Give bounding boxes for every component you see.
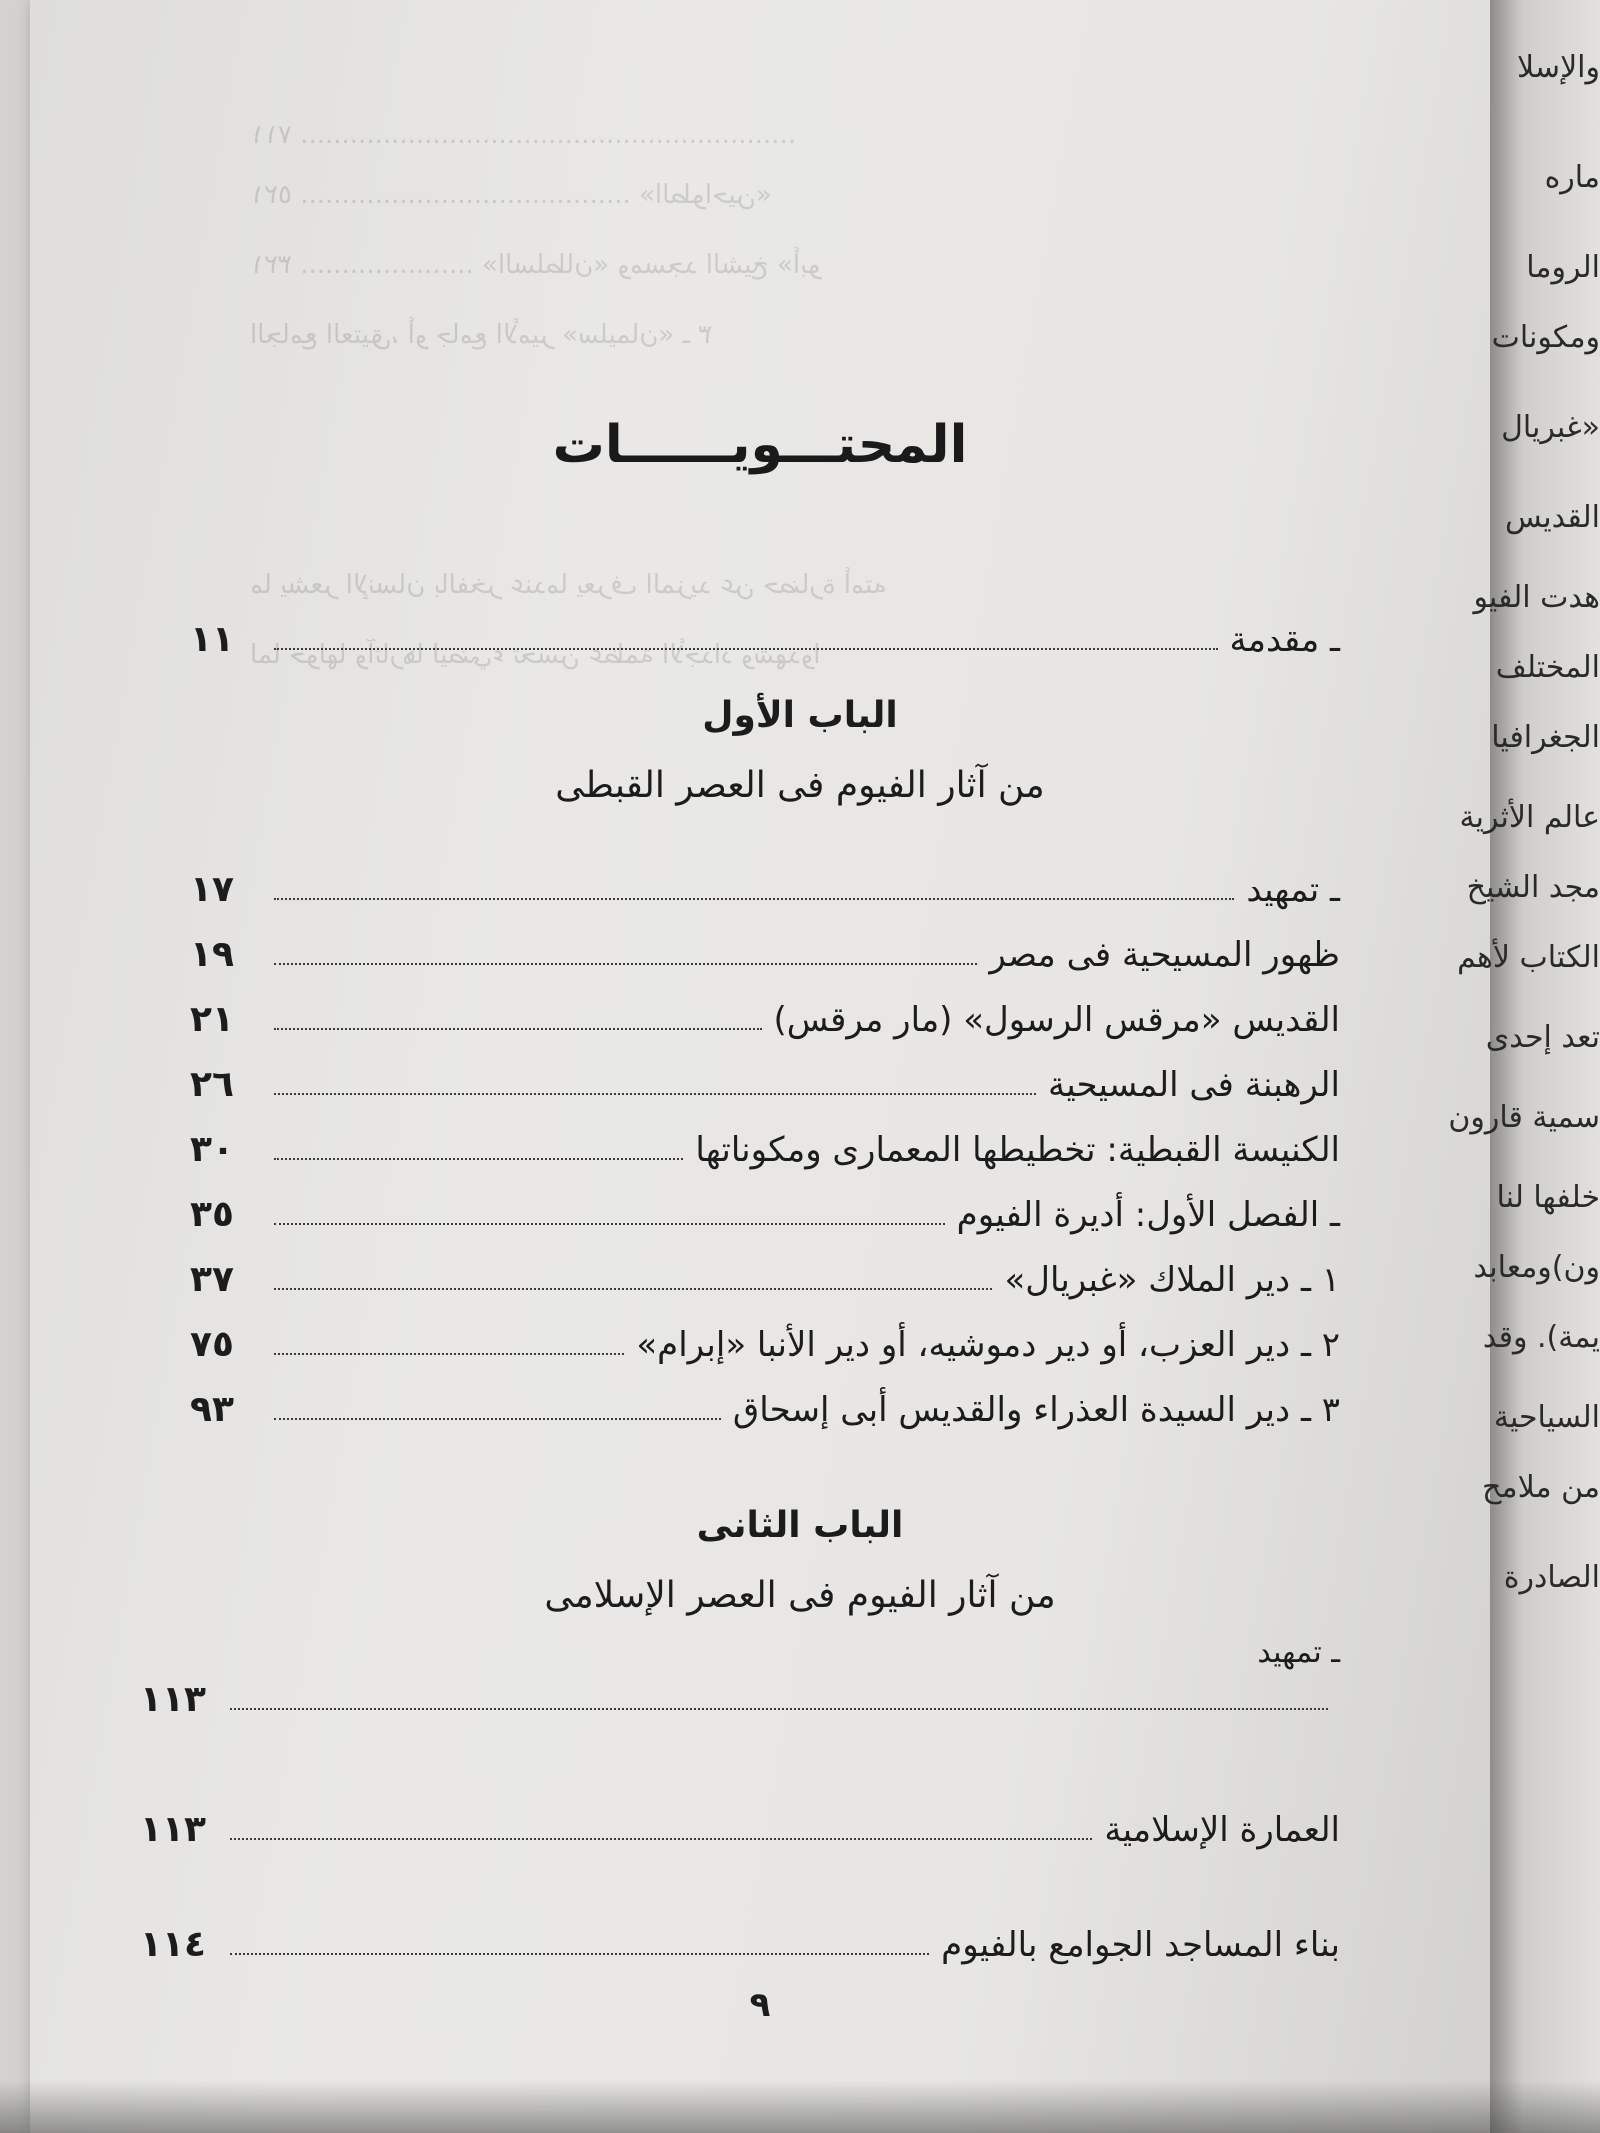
toc-entry[interactable] [190, 1370, 1340, 1430]
toc-entry-label: بناء المساجد الجوامع بالفيوم [941, 1925, 1340, 1965]
facing-page-text: الروما [1526, 250, 1600, 285]
leader-dots [230, 1952, 929, 1955]
facing-page-text: عالم الأثرية [1459, 800, 1600, 835]
toc-entry[interactable] [190, 1110, 1340, 1170]
toc-page-number: ١١ [190, 619, 234, 660]
toc-page-number: ١١٣ [140, 1679, 206, 1720]
toc-entry[interactable] [190, 1305, 1340, 1365]
toc-page-number: ٣٥ [190, 1194, 234, 1235]
facing-page-text: تعد إحدى [1485, 1020, 1600, 1055]
facing-page-text: من ملامح [1482, 1470, 1600, 1505]
leader-dots [274, 1352, 624, 1355]
show-through-text: ‏٣٢١ ..................... «السلطان» ومسجد الشيخ «أبو [250, 250, 821, 280]
show-through-text: ‏الجامع العتيق، أو جامع الأمير «سليمان» ـ ٣ [250, 320, 713, 350]
facing-page-text: السياحية [1493, 1400, 1600, 1435]
toc-entry-label: ٢ ـ دير العزب، أو دير دموشيه، أو دير الأنبا «إبرام» [636, 1325, 1340, 1365]
facing-page-text: ون)ومعابد [1473, 1250, 1600, 1285]
toc-page-number: ١١٤ [140, 1924, 206, 1965]
toc-page-number: ٣٠ [190, 1129, 234, 1170]
facing-page-text: مجد الشيخ [1466, 870, 1600, 905]
leader-dots [274, 647, 1218, 650]
toc-entry-label: ١ ـ دير الملاك «غبريال» [1004, 1260, 1340, 1300]
leader-dots [274, 1222, 945, 1225]
facing-page-text: المختلف [1495, 650, 1600, 685]
toc-entry-label: ـ مقدمة [1229, 620, 1340, 660]
toc-entry[interactable] [190, 1045, 1340, 1105]
part-heading: الباب الثانى [696, 1505, 904, 1546]
facing-page-text: ومكونات [1491, 320, 1600, 355]
toc-entry-label: ـ الفصل الأول: أديرة الفيوم [956, 1195, 1340, 1235]
toc-entry-intro[interactable] [190, 600, 1340, 660]
leader-dots [230, 1707, 1328, 1710]
toc-entry-label: ظهور المسيحية فى مصر [989, 935, 1340, 975]
facing-page-text: القديس [1505, 500, 1600, 535]
toc-entry[interactable] [190, 1240, 1340, 1300]
facing-page-text: «غبريال [1501, 410, 1600, 445]
leader-dots [274, 1157, 683, 1160]
facing-page-text: الكتاب لأهم [1457, 940, 1600, 975]
toc-page-number: ٩٣ [190, 1389, 234, 1430]
toc-entry[interactable] [140, 1660, 1340, 1720]
leader-dots [274, 1027, 762, 1030]
toc-page-number: ٣٧ [190, 1259, 234, 1300]
toc-entry-label: الكنيسة القبطية: تخطيطها المعمارى ومكوناتها [695, 1130, 1340, 1170]
toc-entry[interactable] [190, 850, 1340, 910]
toc-page-number: ١٧ [190, 869, 234, 910]
bottom-shadow [0, 2080, 1600, 2133]
part-heading: الباب الأول [702, 695, 898, 736]
toc-entry[interactable] [190, 980, 1340, 1040]
show-through-text: ما يشعر الإنسان بالفخر عندما يعرف المزيد عن حضارة أمته [250, 570, 887, 600]
facing-page-text: خلفها لنا [1496, 1180, 1600, 1215]
leader-dots [274, 1092, 1036, 1095]
leader-dots [230, 1837, 1093, 1840]
facing-page-text: والإسلا [1517, 50, 1600, 85]
toc-entry-label: القديس «مرقس الرسول» (مار مرقس) [773, 1000, 1340, 1040]
toc-page-number: ٢٦ [190, 1064, 234, 1105]
show-through-text: ‏٧١١ ............................................................ [250, 120, 797, 150]
leader-dots [274, 1417, 721, 1420]
toc-page-number: ٧٥ [190, 1324, 234, 1365]
facing-page-text: سمية قارون [1448, 1100, 1600, 1135]
page-number: ٩ [749, 1985, 771, 2025]
toc-entry-label: ـ تمهيد [1246, 870, 1340, 910]
facing-page-text: يمة). وقد [1482, 1320, 1600, 1355]
toc-entry[interactable] [190, 1175, 1340, 1235]
toc-page-number: ٢١ [190, 999, 234, 1040]
toc-entry-label: ٣ ـ دير السيدة العذراء والقديس أبى إسحاق [732, 1390, 1340, 1430]
toc-page-number: ١٩ [190, 934, 234, 975]
toc-entry[interactable] [140, 1790, 1340, 1850]
facing-page-text: الصادرة [1503, 1560, 1600, 1595]
toc-entry-label: العمارة الإسلامية [1104, 1810, 1340, 1850]
facing-page-text: ماره [1544, 160, 1600, 195]
show-through-text: ‏٥٢١ ........................................ «الطواحين» [250, 180, 772, 210]
toc-entry-label: الرهبنة فى المسيحية [1048, 1065, 1340, 1105]
part-subtitle: من آثار الفيوم فى العصر الإسلامى [544, 1575, 1056, 1616]
leader-dots [274, 1287, 992, 1290]
facing-page-text: هدت الفيو [1473, 580, 1600, 615]
toc-entry-label: ـ تمهيد [1257, 1635, 1340, 1670]
facing-page-text: الجغرافيا [1491, 720, 1600, 755]
toc-entry[interactable] [190, 915, 1340, 975]
toc-page-number: ١١٣ [140, 1809, 206, 1850]
leader-dots [274, 897, 1234, 900]
toc-title: المحتـــويــــــات [552, 415, 968, 475]
part-subtitle: من آثار الفيوم فى العصر القبطى [555, 765, 1045, 806]
toc-entry[interactable] [140, 1905, 1340, 1965]
show-through-text: لما حولها وآثارها ليضيء تحسن عظمة الأجداد وشهدوا [250, 640, 821, 670]
leader-dots [274, 962, 977, 965]
